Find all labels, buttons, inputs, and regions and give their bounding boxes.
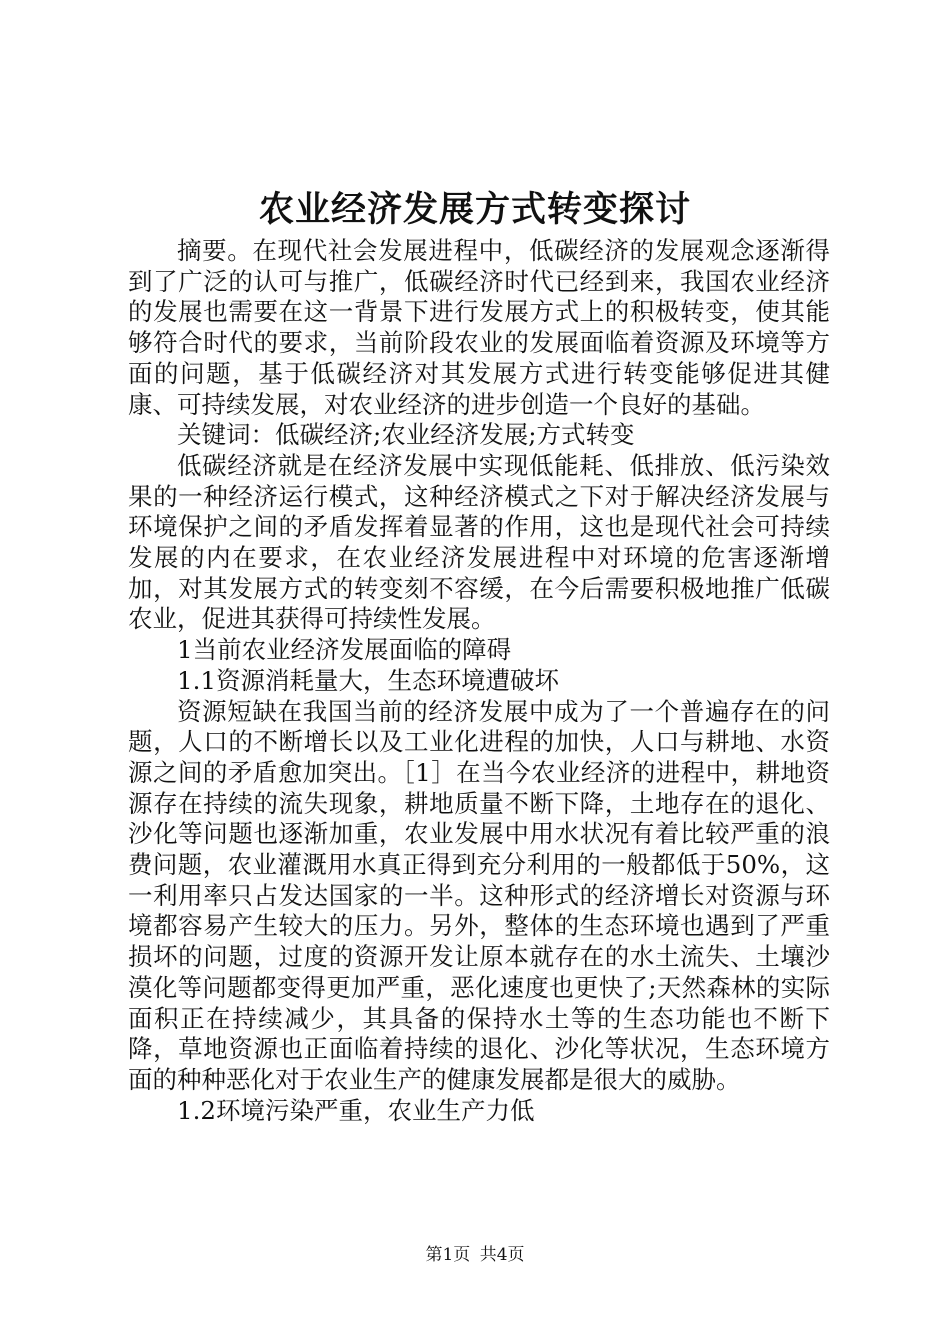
page-number: 第1页	[425, 1245, 471, 1265]
page-footer	[0, 1243, 950, 1267]
document-body	[128, 236, 830, 1126]
abstract-paragraph: 摘要。在现代社会发展进程中，低碳经济的发展观念逐渐得到了广泛的认可与推广，低碳经济时代已经到来，我国农业经济的发展也需要在这一背景下进行发展方式上的积极转变，使其能够符合时代的要求，当前阶段农业的发展面临着资源及环境等方面的问题，基于低碳经济对其发展方式进行转变能够促进其健康、可持续发展，对农业经济的进步创造一个良好的基础。	[128, 236, 830, 419]
document-title: 农业经济发展方式转变探讨	[258, 189, 691, 230]
keywords-line: 关键词：低碳经济;农业经济发展;方式转变	[177, 420, 635, 450]
subsection-heading-1-2: 1.2环境污染严重，农业生产力低	[177, 1095, 535, 1125]
intro-paragraph: 低碳经济就是在经济发展中实现低能耗、低排放、低污染效果的一种经济运行模式，这种经济模式之下对于解决经济发展与环境保护之间的矛盾发挥着显著的作用，这也是现代社会可持续发展的内在要求，在农业经济发展进程中对环境的危害逐渐增加，对其发展方式的转变刻不容缓，在今后需要积极地推广低碳农业，促进其获得可持续性发展。	[128, 450, 830, 634]
section-heading-1: 1当前农业经济发展面临的障碍	[177, 635, 512, 665]
subsection-heading-1-1: 1.1资源消耗量大，生态环境遭破坏	[177, 665, 559, 695]
body-paragraph: 资源短缺在我国当前的经济发展中成为了一个普遍存在的问题，人口的不断增长以及工业化进程的加快，人口与耕地、水资源之间的矛盾愈加突出。［1］在当今农业经济的进程中，耕地资源存在持续的流失现象，耕地质量不断下降，土地存在的退化、沙化等问题也逐渐加重，农业发展中用水状况有着比较严重的浪费问题，农业灌溉用水真正得到充分利用的一般都低于50%，这一利用率只占发达国家的一半。这种形式的经济增长对资源与环境都容易产生较大的压力。另外，整体的生态环境也遇到了严重损坏的问题，过度的资源开发让原本就存在的水土流失、土壤沙漠化等问题都变得更加严重，恶化速度也更快了;天然森林的实际面积正在持续减少，其具备的保持水土等的生态功能也不断下降，草地资源也正面临着持续的退化、沙化等状况，生态环境方面的种种恶化对于农业生产的健康发展都是很大的威胁。	[128, 696, 830, 1094]
page-total: 共4页	[479, 1245, 525, 1265]
